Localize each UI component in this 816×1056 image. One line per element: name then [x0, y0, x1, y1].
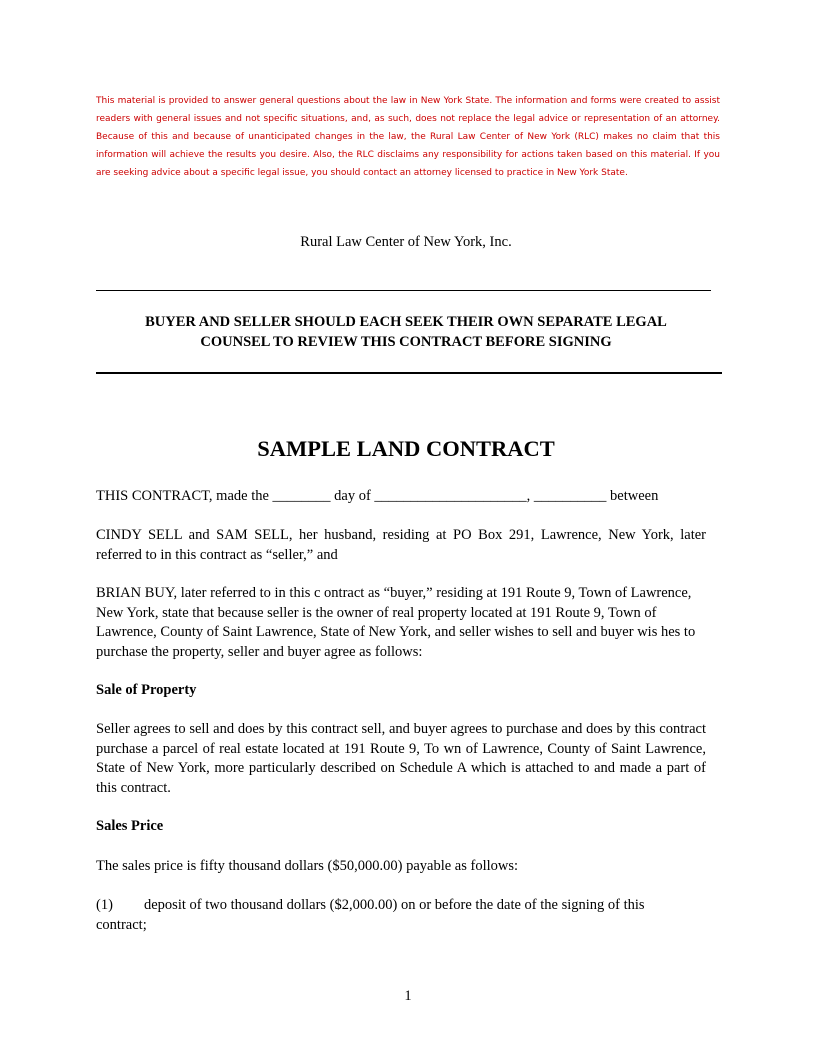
- buyer-paragraph: BRIAN BUY, later referred to in this c ontract as “buyer,” residing at 191 Route 9, Town of Lawrence, New York, state that because seller is the owner of real property located at 191 Route 9, Town of Lawrence, County of Saint Lawrence, State of New York, and seller wishes to sell and buyer wis hes to purchase the property, seller and buyer agree as follows:: [96, 585, 696, 660]
- counsel-warning-line-2: COUNSEL TO REVIEW THIS CONTRACT BEFORE SIGNING: [200, 334, 612, 350]
- organization-name: Rural Law Center of New York, Inc.: [300, 234, 512, 250]
- counsel-warning-line-1: BUYER AND SELLER SHOULD EACH SEEK THEIR OWN SEPARATE LEGAL: [145, 314, 667, 330]
- payment-item-1: [96, 896, 706, 935]
- legal-disclaimer: This material is provided to answer general questions about the law in New York State. The information and forms were created to assist readers with general issues and not specific situations, and, as such, does not replace the legal advice or representation of an attorney. Because of this and because of unanticipated changes in the law, the Rural Law Center of New York (RLC) makes no claim that this information will achieve the results you desire. Also, the RLC disclaims any responsibility for actions taken based on this material. If you are seeking advice about a specific legal issue, you should contact an attorney licensed to practice in New York State.: [96, 96, 720, 178]
- counsel-warning: [96, 312, 716, 352]
- payment-item-1-number: (1): [96, 897, 113, 913]
- sale-of-property-body: Seller agrees to sell and does by this contract sell, and buyer agrees to purchase and does by this contract purchase a parcel of real estate located at 191 Route 9, To wn of Lawrence, County of Saint Lawrence, State of New York, more particularly described on Schedule A which is attached to and made a part of this contract.: [96, 721, 706, 796]
- divider-line-thick: [96, 372, 722, 374]
- page-number: 1: [404, 988, 412, 1004]
- section-heading-sales-price: Sales Price: [96, 818, 164, 834]
- contract-intro: THIS CONTRACT, made the ________ day of _____________________, __________ between: [96, 488, 659, 504]
- payment-item-1-line-2: contract;: [96, 916, 147, 933]
- sales-price-body: The sales price is fifty thousand dollars ($50,000.00) payable as follows:: [96, 858, 519, 874]
- seller-paragraph: CINDY SELL and SAM SELL, her husband, residing at PO Box 291, Lawrence, New York, later referred to in this contract as “seller,” and: [96, 527, 706, 563]
- payment-item-1-text: deposit of two thousand dollars ($2,000.00) on or before the date of the signing of this: [144, 897, 645, 913]
- divider-line: [96, 290, 711, 291]
- section-heading-sale-of-property: Sale of Property: [96, 682, 197, 698]
- payment-item-1-line-1: [96, 896, 706, 916]
- document-title: SAMPLE LAND CONTRACT: [257, 436, 555, 461]
